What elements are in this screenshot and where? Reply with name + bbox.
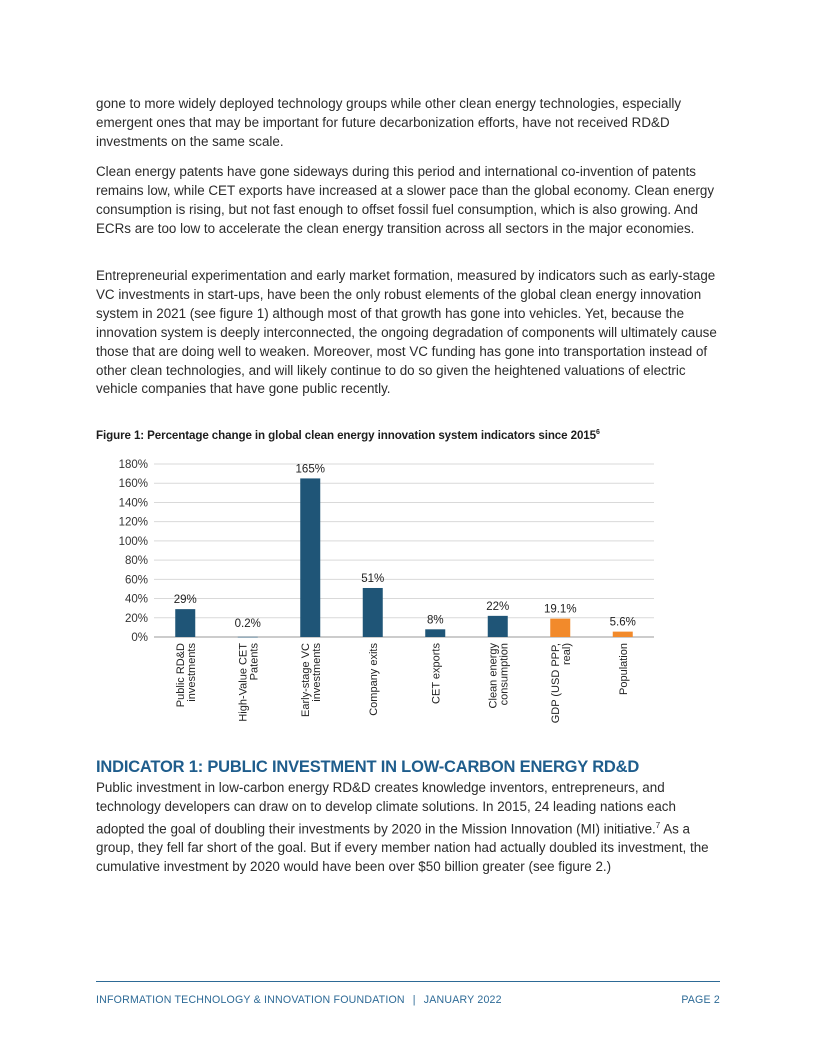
data-label: 22% [486,600,510,613]
bar [550,619,570,637]
footnote-ref[interactable]: 6 [596,429,600,437]
body-paragraph: gone to more widely deployed technology groups while other clean energy technologies, especially emergent ones that may be important for future decarbonization efforts, have not received RD&D investments on the same scale. [96,96,682,149]
y-tick-label: 40% [124,593,148,606]
body-paragraph: Clean energy patents have gone sideways during this period and international co-invention of patents remains low, while CET exports have increased at a slower pace than the global economy. Clean energy consumption is rising, but not fast enough to offset fossil fuel consumption, which is also growing. And ECRs are too low to accelerate the clean energy transition across all sectors in the major economies. [96,164,715,236]
figure-caption-text: Figure 1: Percentage change in global clean energy innovation system indicators since 2015 [96,429,597,442]
body-paragraph: Entrepreneurial experimentation and early market formation, measured by indicators such as early-stage VC investments in start-ups, have been the only robust elements of the global clean energy innovation system in 2021 (see figure 1) although most of that growth has gone into vehicles. Yet, because the innovation system is deeply interconnected, the ongoing degradation of components will ultimately cause those that are doing well to weaken. Moreover, most VC funding has gone into transportation instead of other clean technologies, and will likely continue to do so given the heightened valuations of electric vehicle companies that have gone public recently. [96,268,717,397]
y-tick-label: 60% [124,574,148,587]
paragraph-text: As a group, they fell far short of the goal. But if every member nation had actually doubled its investment, the cumulative investment by 2020 would have been over $50 billion greater (see figure 2.) [96,821,709,875]
footnote-ref[interactable]: 7 [655,820,661,830]
footer-org-name: INFORMATION TECHNOLOGY & INNOVATION FOUNDATION [96,994,405,1006]
x-tick-label: GDP (USD PPP,real) [549,643,573,724]
bar [488,616,508,637]
y-tick-label: 20% [124,612,148,625]
y-tick-label: 80% [124,555,148,568]
bar [425,629,445,637]
bar [238,637,258,638]
y-tick-label: 120% [118,516,148,529]
y-tick-label: 0% [131,632,148,644]
x-tick-label: Early-stage VCinvestments [299,643,323,717]
section-heading: INDICATOR 1: PUBLIC INVESTMENT IN LOW-CARBON ENERGY RD&D [96,758,640,776]
data-label: 19.1% [543,603,577,616]
x-tick-label: CET exports [430,643,443,704]
bar [175,609,195,637]
x-tick-label: Clean energyconsumption [487,643,511,709]
x-tick-label: Company exits [367,643,380,716]
data-label: 51% [361,572,385,585]
x-tick-label: Public RD&Dinvestments [174,643,198,708]
bar [363,588,383,637]
bar-chart [96,452,676,752]
footer-divider [96,981,720,982]
bar [613,632,633,637]
footer-separator: | [412,994,416,1006]
data-label: 0.2% [234,618,261,630]
x-tick-label: High-Value CETPatents [237,643,261,722]
data-label: 29% [173,594,197,607]
paragraph-text: Public investment in low-carbon energy RD&D creates knowledge inventors, entrepreneurs, and technology developers can draw on to develop climate solutions. In 2015, 24 leading nations each adopted the goal of doubling their investments by 2020 in the Mission Innovation (MI) initiative. [96,780,676,837]
y-tick-label: 160% [118,478,148,491]
bar [300,478,320,637]
figure-caption [96,429,600,442]
x-tick-label: Population [617,643,630,695]
y-tick-label: 180% [118,459,148,471]
page-number: PAGE 2 [681,994,720,1006]
y-tick-label: 100% [118,535,148,548]
body-paragraph [96,779,724,877]
footer-organization [96,994,502,1006]
footer-date: JANUARY 2022 [423,994,502,1006]
data-label: 165% [295,463,325,476]
data-label: 5.6% [609,616,636,629]
data-label: 8% [426,614,444,627]
y-tick-label: 140% [118,497,148,510]
